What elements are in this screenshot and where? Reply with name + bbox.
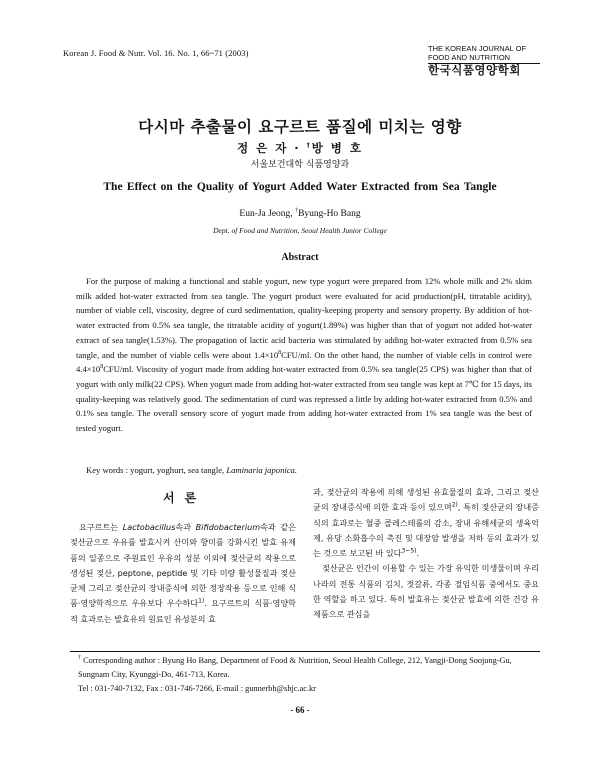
author-bang-english: Byung-Ho Bang — [298, 209, 361, 219]
authors-korean — [0, 140, 600, 156]
exponent: 8 — [278, 349, 282, 356]
author-bang-korean: 방 병 호 — [311, 141, 364, 155]
body-text: 과, 젖산균의 작용에 의해 생성된 유효물질의 효과, 그리고 젖산균의 장내증식에 의한 효과 등이 있으며 — [313, 487, 539, 513]
citation-ref: 3~5) — [401, 547, 417, 555]
journal-name-line2: FOOD AND NUTRITION — [428, 53, 511, 62]
paper-title-english: The Effect on the Quality of Yogurt Added Water Extracted from Sea Tangle — [103, 181, 497, 193]
page-number: - 66 - — [290, 705, 310, 715]
author-jeong-korean: 정 은 자 · — [236, 141, 307, 155]
department-english: Dept. of Food and Nutrition, Seoul Health Junior College — [213, 226, 387, 235]
footnote-contact: Tel : 031-740-7132, Fax : 031-746-7266, E-mail : gunnerbh@shjc.ac.kr — [78, 683, 316, 693]
abstract-text-part: CFU/ml. Viscosity of yogurt made from adding hot-water extracted from 0.5% sea tangle(25 CPS) was higher than that of yogurt with only milk(22 CPS). When yogurt made from adding hot-water extracted from sea tangle was kept at 7℃ for 15 days, its quality-keeping was relatively good. The sedimentation of curd was repressed a little by adding hot-water extracted from 0.5% and 0.1% sea tangle. The overall sensory score of yogurt made from adding hot-water extracted from 1% sea tangle was the best of tested yogurt. — [76, 364, 532, 434]
corresponding-dagger: † — [78, 655, 81, 662]
journal-name-korean: 한국식품영양학회 — [428, 65, 521, 77]
citation-ref: 1) — [198, 597, 205, 605]
intro-column-right — [313, 485, 539, 623]
intro-column-left — [70, 520, 296, 627]
body-paragraph-2: 젖산균은 인간이 이용할 수 있는 가장 유익한 미생물이며 우리나라의 전통 식품의 김치, 젓갈류, 각종 절임식품 중에서도 중요한 역할을 하고 있다. 특히 발효유는 젖산균 발효에 의한 건강 유제품으로 관심을 — [313, 563, 539, 620]
footnote-divider — [70, 651, 540, 652]
paper-title-korean: 다시마 추출물이 요구르트 품질에 미치는 영향 — [138, 118, 462, 136]
genus-name: Lactobacillus — [122, 522, 176, 532]
body-text: 속과 — [175, 522, 196, 532]
body-text: , 특히 젖산균의 장내증식의 효과로는 혈중 콜레스테롤의 감소, 장내 유해세균의 생육억제, 유당 소화흡수의 촉진 및 대장암 발생을 저하 등의 효과가 있는 것으로 보고된 바 있다 — [313, 502, 539, 559]
footnote-address: Corresponding author : Byung Ho Bang, Department of Food & Nutrition, Seoul Health College, 212, Yangji-Dong Soojung-Gu, Sungnam City, Kyunggi-Do, 461-713, Korea. — [78, 656, 512, 679]
body-text: 속과 같은 젖산균으로 우유를 발효시켜 산미와 향미를 강화시킨 발효 유제품의 일종으로 주원료인 우유의 성분 이외에 젖산균의 작용으로 생성된 젖산, peptone, peptide 및 기타 미량 활성물질과 젖산균체 그리고 젖산균의 장내증식에 의한 정장작용 등으로 인해 식품·영양학적으로 우유보다 우수하다 — [70, 522, 296, 609]
journal-citation: Korean J. Food & Nutr. Vol. 16. No. 1, 66~71 (2003) — [63, 48, 249, 58]
affiliation-korean: 서울보건대학 식품영양과 — [250, 160, 350, 170]
section-heading-introduction: 서론 — [163, 491, 207, 505]
body-text: . 요구르트의 식품·영양학적 효과로는 발효유의 원료인 유성분의 효 — [70, 598, 296, 624]
citation-ref: 2) — [451, 501, 458, 509]
corresponding-author-footnote — [78, 654, 544, 695]
abstract-body — [76, 274, 532, 436]
keywords — [86, 465, 297, 475]
keywords-label: Key words : yogurt, yoghurt, sea tangle, — [86, 465, 227, 475]
abstract-text-part: For the purpose of making a functional and stable yogurt, new type yogurt were prepared from 12% whole milk and 2% skim milk added hot-water extracted from sea tangle. The yogurt product were evaluated for acid production(pH, titratable acidity), number of viable cell, viscosity, degree of curd sedimentation, quality-keeping property and sensory property. By addition of hot-water extracted from 0.5% sea tangle, the titratable acidity of yogurt(1.89%) was higher than that of yogurt not added hot-water extract of sea tangle(1.53%). The propagation of lactic acid bacteria was stimulated by adding hot-water extracted from 0.5% sea tangle, and the number of viable cells were about 1.4×10 — [76, 276, 532, 360]
journal-name-line1: THE KOREAN JOURNAL OF — [428, 44, 527, 53]
journal-masthead — [428, 44, 543, 79]
body-text: 요구르트는 — [79, 522, 123, 532]
exponent: 8 — [100, 364, 104, 371]
corresponding-dagger: † — [295, 207, 299, 214]
authors-english — [0, 209, 600, 219]
body-text: . — [416, 548, 420, 559]
author-jeong-english: Eun-Ja Jeong, — [239, 209, 296, 219]
abstract-heading: Abstract — [281, 252, 319, 263]
corresponding-dagger: † — [306, 142, 312, 150]
genus-name: Bifidobacterium — [195, 522, 261, 532]
abstract-text-part: CFU/ml. On the other hand, the number of viable cells in control were 4.4×10 — [76, 349, 532, 375]
keywords-scientific-name: Laminaria japonica. — [226, 465, 298, 475]
